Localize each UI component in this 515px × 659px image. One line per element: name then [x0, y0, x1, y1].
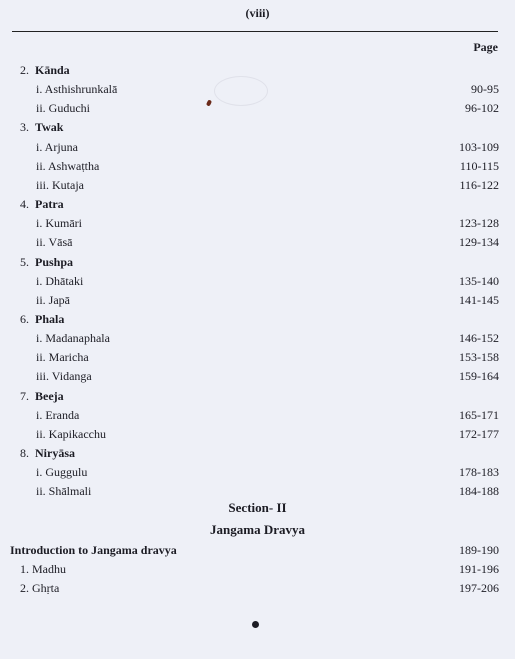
toc-group-number: 2. [20, 63, 29, 77]
section-title: Section- II [228, 500, 287, 515]
toc-entry [0, 425, 515, 444]
intro-entry-label: Introduction to Jangama dravya [10, 543, 177, 557]
toc-entry-pages: 146-152 [459, 331, 499, 345]
toc-group-title: Patra [35, 197, 64, 211]
toc-entry-label: ii. Kapikacchu [36, 427, 106, 441]
toc-entry-label: i. Guggulu [36, 465, 88, 479]
toc-entry-pages: 96-102 [465, 101, 499, 115]
toc-entry-label: 1. Madhu [20, 562, 66, 576]
toc-entry-pages: 191-196 [459, 562, 499, 576]
toc-group-label [20, 444, 75, 463]
intro-entry [0, 541, 515, 560]
toc-entry-label: ii. Vāsā [36, 235, 73, 249]
toc-group-title: Phala [35, 312, 65, 326]
toc-entry [0, 291, 515, 310]
toc-entry-pages: 153-158 [459, 350, 499, 364]
toc-entry-pages: 197-206 [459, 581, 499, 595]
toc-entry [0, 482, 515, 501]
section-subtitle: Jangama Dravya [210, 522, 305, 537]
toc-entry [0, 348, 515, 367]
toc-group-number: 3. [20, 120, 29, 134]
toc-group-label [20, 195, 64, 214]
toc-entry [0, 406, 515, 425]
toc-entry-label: ii. Japā [36, 293, 70, 307]
toc-entry [0, 99, 515, 118]
toc-group-title: Pushpa [35, 255, 74, 269]
toc-group-heading [0, 253, 515, 272]
toc-entry-pages: 184-188 [459, 484, 499, 498]
toc-entry-label: i. Asthishrunkalā [36, 82, 118, 96]
page-dot [252, 621, 259, 628]
toc-group-number: 5. [20, 255, 29, 269]
toc-entry-pages: 110-115 [459, 159, 499, 173]
toc-group-heading [0, 310, 515, 329]
toc-entry-pages: 103-109 [459, 140, 499, 154]
toc-entry-label: iii. Vidanga [36, 369, 92, 383]
toc-entry-pages: 129-134 [459, 235, 499, 249]
toc-entry-pages: 116-122 [459, 178, 499, 192]
toc-entry-pages: 123-128 [459, 216, 499, 230]
toc-entry [0, 157, 515, 176]
toc-entry [0, 176, 515, 195]
toc-group-label [20, 118, 63, 137]
toc-entry-label: ii. Guduchi [36, 101, 90, 115]
toc-group-title: Twak [35, 120, 64, 134]
toc-entry-pages: 178-183 [459, 465, 499, 479]
toc-entry [0, 80, 515, 99]
toc-entry-ghrta [0, 579, 515, 598]
header-rule [12, 31, 498, 32]
toc-group-number: 8. [20, 446, 29, 460]
folio-number: (viii) [245, 6, 270, 20]
toc-entry-label: i. Kumāri [36, 216, 82, 230]
toc-group-title: Kānda [35, 63, 70, 77]
toc-entry-pages: 135-140 [459, 274, 499, 288]
toc-group-number: 4. [20, 197, 29, 211]
toc-group-heading [0, 444, 515, 463]
toc-entry-pages: 90-95 [471, 82, 499, 96]
toc-entry [0, 463, 515, 482]
toc-group-heading [0, 61, 515, 80]
toc-entry-madhu [0, 560, 515, 579]
toc-entry-pages: 172-177 [459, 427, 499, 441]
toc-entry-label: ii. Shālmali [36, 484, 92, 498]
toc-group-title: Niryāsa [35, 446, 75, 460]
toc-group-heading [0, 195, 515, 214]
toc-group-label [20, 387, 64, 406]
toc-entry-pages: 165-171 [459, 408, 499, 422]
toc-group-heading [0, 387, 515, 406]
toc-entry [0, 214, 515, 233]
toc-entry [0, 367, 515, 386]
toc-group-number: 7. [20, 389, 29, 403]
toc-group-heading [0, 118, 515, 137]
toc-entry-label: iii. Kutaja [36, 178, 84, 192]
toc-entry-label: ii. Maricha [36, 350, 89, 364]
toc-group-title: Beeja [35, 389, 64, 403]
toc-entry [0, 138, 515, 157]
page-column-heading: Page [473, 40, 498, 54]
toc-entry-label: ii. Ashwaṭtha [36, 159, 100, 173]
toc-group-number: 6. [20, 312, 29, 326]
toc-group-label [20, 253, 73, 272]
toc-entry-label: i. Dhātaki [36, 274, 84, 288]
toc-group-label [20, 310, 64, 329]
toc-entry-label: i. Eranda [36, 408, 80, 422]
toc-entry [0, 233, 515, 252]
intro-entry-pages: 189-190 [459, 543, 499, 557]
toc-entry [0, 272, 515, 291]
toc-entry-label: 2. Ghṛta [20, 581, 60, 595]
toc-group-label [20, 61, 70, 80]
toc-entry-pages: 141-145 [459, 293, 499, 307]
toc-entry [0, 329, 515, 348]
toc-entry-pages: 159-164 [459, 369, 499, 383]
toc-entry-label: i. Arjuna [36, 140, 78, 154]
toc-entry-label: i. Madanaphala [36, 331, 110, 345]
